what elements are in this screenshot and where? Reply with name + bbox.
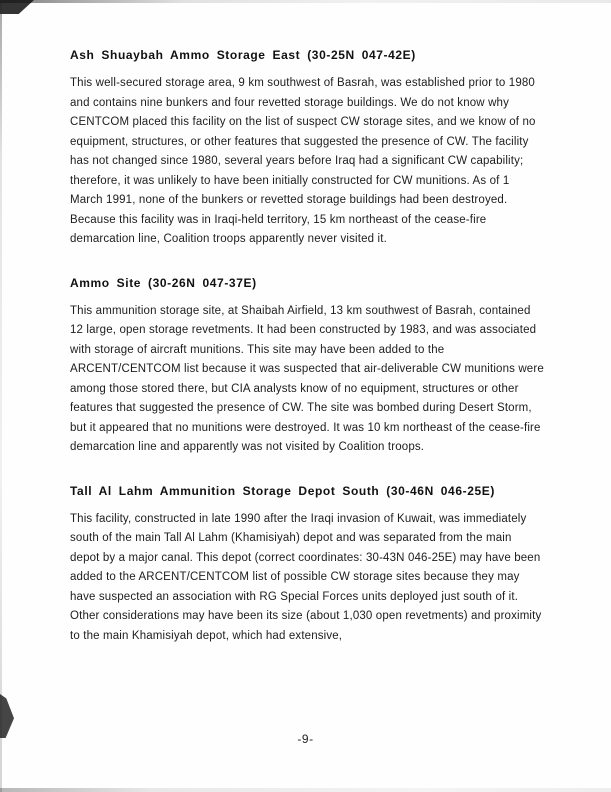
section-heading: Ammo Site (30-26N 047-37E) <box>70 275 257 290</box>
scan-artifact-bottom-edge <box>0 788 611 792</box>
scan-artifact-top-left-corner <box>0 0 34 14</box>
section-heading: Ash Shuaybah Ammo Storage East (30-25N 047-42E) <box>70 48 416 62</box>
page-number: -9- <box>297 732 314 746</box>
section-heading: Tall Al Lahm Ammunition Storage Depot South (30-46N 046-25E) <box>70 483 495 498</box>
section-tall-al-lahm <box>70 484 544 647</box>
section-body: This ammunition storage site, at Shaibah Airfield, 13 km southwest of Basrah, contained 12 large, open storage revetments. It had been constructed by 1983, and was associated with storage of aircraft munitions. This site may have been added to the ARCENT/CENTCOM list because it was suspected that air-deliverable CW munitions were among those stored there, but CIA analysts know of no equipment, structures or other features that suggested the presence of CW. The site was bombed during Desert Storm, but it appeared that no munitions were destroyed. It was 10 km northeast of the cease-fire demarcation line and apparently was not visited by Coalition troops. <box>70 304 544 453</box>
scan-artifact-left-edge <box>0 0 2 792</box>
section-body: This well-secured storage area, 9 km southwest of Basrah, was established prior to 1980 and contains nine bunkers and four revetted storage buildings. We do not know why CENTCOM placed this facility on the list of suspect CW storage sites, and we know of no equipment, structures, or other features that suggested the presence of CW. The facility has not changed since 1980, several years before Iraq had a significant CW capability; therefore, it was unlikely to have been initially constructed for CW munitions. As of 1 March 1991, none of the bunkers or revetted storage buildings had been destroyed. Because this facility was in Iraqi-held territory, 15 km northeast of the cease-fire demarcation line, Coalition troops apparently never visited it. <box>70 77 536 245</box>
section-ammo-site <box>70 276 544 458</box>
section-body: This facility, constructed in late 1990 after the Iraqi invasion of Kuwait, was immediately south of the main Tall Al Lahm (Khamisiyah) depot and was separated from the main depot by a major canal. This depot (correct coordinates: 30-43N 046-25E) may have been added to the ARCENT/CENTCOM list of possible CW storage sites because they may have suspected an association with RG Special Forces units deployed just south of it. Other considerations may have been its size (about 1,030 open revetments) and proximity to the main Khamisiyah depot, which had extensive, <box>70 512 542 642</box>
scan-artifact-top-edge <box>0 0 611 3</box>
document-content <box>70 48 544 672</box>
section-ash-shuaybah <box>70 48 544 250</box>
